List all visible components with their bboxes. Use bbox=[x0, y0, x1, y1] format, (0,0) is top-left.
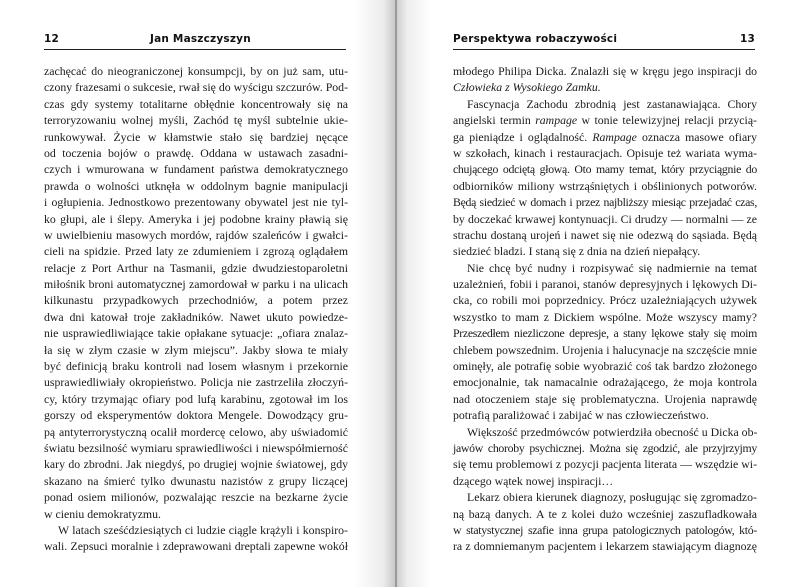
text-line: relacje z Port Arthur na Tasmanii, gdzie dwudziestoparoletni bbox=[44, 260, 348, 275]
text-line: potrafią paraliżować i zabijać w nas człowieczeństwo. bbox=[453, 408, 709, 423]
text-line: czych i wmurowana w fundament państwa demokratycznego bbox=[44, 162, 348, 177]
text-line: W latach sześćdziesiątych ci ludzie ciągle krążyli i konspiro- bbox=[58, 522, 348, 537]
text-line: cieli na spidzie. Przed laty ze zdumieniem i zgrozą oglądałem bbox=[44, 244, 348, 259]
left-page-number: 12 bbox=[44, 33, 60, 45]
right-header-rule bbox=[453, 49, 755, 50]
text-line: czas gdy systemy totalitarne obłędnie koncentrowały się na bbox=[44, 96, 348, 111]
text-line: angielski termin rampage w tonie telewizyjnej relacji przycią- bbox=[453, 113, 757, 128]
text-line: usprawiedliwiały okropieństwo. Policja nie zastrzeliła złoczyń- bbox=[44, 375, 348, 390]
right-running-title: Perspektywa robaczywości bbox=[453, 33, 618, 45]
right-page-number: 13 bbox=[739, 33, 755, 45]
text-line: w cieniu demokratyzmu. bbox=[44, 506, 161, 521]
text-line: kary do zbrodni. Jak niegdyś, po drugiej wojnie światowej, gdy bbox=[44, 457, 348, 472]
gutter-shadow-right bbox=[397, 0, 431, 587]
text-line: emocjonalnie, tak namacalnie odrażającego, że moja kontrola bbox=[453, 375, 757, 390]
text-line: od toczenia bojów o prawdę. Oddana w ustawach zasadni- bbox=[44, 145, 348, 160]
left-body-text bbox=[44, 63, 348, 555]
text-line: wszystko to mam z Dickiem wspólne. Może wszyscy mamy? bbox=[453, 309, 757, 324]
text-line: Lekarz obiera kierunek diagnozy, posługując się zgromadzo- bbox=[467, 490, 757, 505]
text-line: strachu dostaną urojeń i nawet się nie odezwą do sąsiada. Będą bbox=[453, 227, 757, 242]
text-line: pą antyterrorystyczną ocalił mordercę celowo, aby uświadomić bbox=[44, 424, 348, 439]
left-header-rule bbox=[44, 49, 346, 50]
text-line: w szkołach, kinach i restauracjach. Opisuje też wariata wyma- bbox=[453, 145, 757, 160]
text-line: miłośnik broni automatycznej zamordował w parku i na ulicach bbox=[44, 277, 348, 292]
right-body-text bbox=[453, 63, 757, 555]
text-line: ominęły, ale potrafię sobie wyobrazić coś tak bardzo złożonego bbox=[453, 359, 757, 374]
text-line: Większość przedmówców potwierdziła obecność u Dicka ob- bbox=[467, 424, 758, 439]
text-line: i ogłupienia. Jednostkowo prezentowany obywatel jest nie tyl- bbox=[44, 195, 348, 210]
text-line: Przeszedłem niezliczone depresje, a stany lękowe stały się moim bbox=[453, 326, 757, 341]
text-line: uzależnień, fobii i paranoi, stanów depresyjnych i lękowych Di- bbox=[453, 277, 757, 292]
text-line: nad otoczeniem staje się problematyczna. Urojenia naprawdę bbox=[453, 391, 757, 406]
text-line: Nie chcę być nudny i rozpisywać się nadmiernie na temat bbox=[467, 260, 757, 275]
text-line: ną bazą danych. A te z kolei dużo wcześniej zaszufladkowała bbox=[453, 506, 757, 521]
text-line: młodego Philipa Dicka. Znalazłi się w kręgu jego inspiracji do bbox=[453, 64, 757, 78]
text-line: zachęcać do nieograniczonej konsumpcji, by on już sam, utu- bbox=[44, 64, 348, 78]
text-line: by doczekać krwawej kontynuacji. Ci drudzy — normalni — ze bbox=[453, 211, 757, 226]
text-line: czony frazesami o sukcesie, rwał się do wyścigu szczurów. Pod- bbox=[44, 80, 348, 95]
text-line: kilkunastu przypadkowych przechodniów, a potem przez bbox=[44, 293, 348, 308]
text-line: ła się w złym czasie w złym miejscu”. Jakby słowa te miały bbox=[44, 342, 348, 357]
right-running-head bbox=[453, 33, 755, 47]
text-line: dwa dni katował troje zakładników. Nawet ukuto powiedze- bbox=[44, 309, 348, 324]
text-line: jawów choroby psychicznej. Można się zgodzić, ale przyjrzyjmy bbox=[453, 440, 757, 455]
text-line: terroryzowaniu wolnej myśli, Zachód tę myśl subtelnie ukie- bbox=[44, 113, 348, 128]
left-running-title: Jan Maszczyszyn bbox=[150, 33, 251, 45]
right-page bbox=[397, 0, 793, 587]
text-line: siedzieć bladzi. I staną się z dnia na dzień niepałący. bbox=[453, 244, 701, 259]
text-line: Człowieka z Wysokiego Zamku. bbox=[453, 80, 601, 95]
text-line: dzącego wątek nowej inspiracji… bbox=[453, 473, 614, 488]
text-line: w statystycznej szafie inna grupa patologicznych patologów, któ- bbox=[453, 522, 757, 537]
text-line: cy, który trzymając ofiary pod lufą karabinu, zgotował im los bbox=[44, 391, 348, 406]
text-line: gorszy od eksperymentów doktora Mengele. Dowodzący gru- bbox=[44, 408, 348, 423]
text-line: ga pieniądze i oglądalność. Rampage oznacza masowe ofiary bbox=[453, 129, 758, 144]
text-line: ra z domniemanym pacjentem i lekarzem stawiającym diagnozę bbox=[453, 539, 757, 554]
text-line: ko głupi, ale i ślepy. Ameryka i jej podobne krainy pławią się bbox=[44, 211, 348, 226]
text-line: chującego odciętą głową. Oto mamy temat, który przyciągnie do bbox=[453, 162, 757, 177]
gutter-shadow-left bbox=[354, 0, 396, 587]
text-line: się temu problemowi z pozycji pacjenta literata — wszędzie wi- bbox=[453, 457, 757, 472]
text-line: w uwielbieniu masowych mordów, rajdów szaleńców i gwałci- bbox=[44, 227, 348, 242]
left-page bbox=[0, 0, 396, 587]
text-line: skazano na śmierć tylko dwunastu nazistów z grupy liczącej bbox=[44, 473, 348, 488]
text-line: runkowywał. Życie w kłamstwie stało się bardziej nęcące bbox=[44, 129, 348, 144]
text-line: Fascynacja Zachodu zbrodnią jest zastanawiająca. Chory bbox=[467, 96, 757, 111]
text-line: nie usprawiedliwiające takie opłakane sytuacje: „ofiara znalaz- bbox=[44, 326, 348, 341]
text-line: cka, co robili moi poprzednicy. Prócz uzależniających używek bbox=[453, 293, 757, 308]
text-line: być definicją braku kontroli nad losem własnym i przekornie bbox=[44, 359, 348, 374]
text-line: ponad osiem milionów, pozwalając reszcie na bezkarne życie bbox=[44, 490, 348, 505]
text-line: światu bezsilność wymiaru sprawiedliwości i niewspółmierność bbox=[44, 440, 348, 455]
text-line: odbiorników miliony wstrząśniętych i obślinionych potworów. bbox=[453, 178, 757, 193]
left-running-head bbox=[44, 33, 346, 47]
text-line: chlebem powszednim. Urojenia i halucynacje na szczęście mnie bbox=[453, 342, 757, 357]
text-line: prawda o wolności utknęła w oddolnym bagnie manipulacji bbox=[44, 178, 348, 193]
text-line: Będą siedzieć w domach i przez najbliższy miesiąc przejadać czas, bbox=[453, 195, 757, 210]
text-line: wali. Zepsuci moralnie i zdeprawowani dreptali zapewne wokół bbox=[44, 539, 348, 554]
